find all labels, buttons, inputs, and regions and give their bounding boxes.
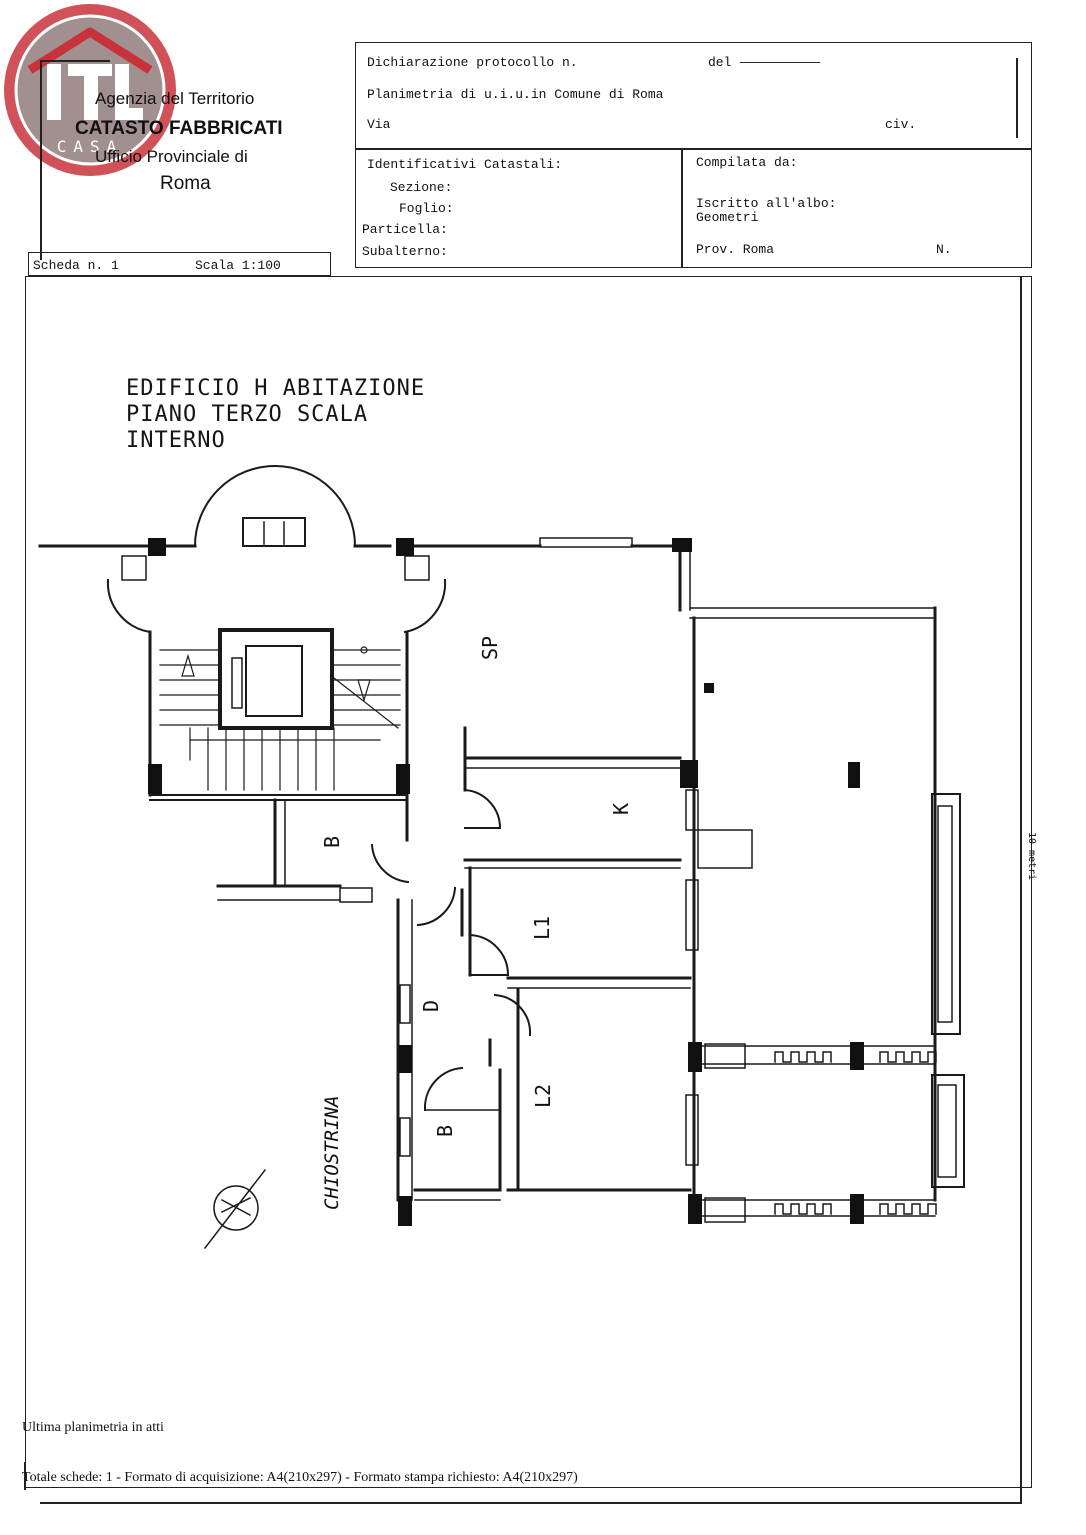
subalterno-label: Subalterno: xyxy=(362,244,448,259)
room-label-l1: L1 xyxy=(530,915,554,940)
planimetria-label: Planimetria di u.i.u.in Comune di Roma xyxy=(367,87,664,102)
room-label-d: D xyxy=(419,999,443,1012)
plan-title-line-1: EDIFICIO H ABITAZIONE xyxy=(126,376,426,401)
del-label: del xyxy=(708,55,732,70)
totale-schede: Totale schede: 1 - Formato di acquisizione: A4(210x297) - Formato stampa richiesto: A4(210x297) xyxy=(22,1470,578,1485)
prov-label: Prov. Roma xyxy=(696,242,775,257)
civ-label: civ. xyxy=(885,117,917,132)
geometri-label: Geometri xyxy=(696,210,759,225)
dichiarazione-label: Dichiarazione protocollo n. xyxy=(367,55,578,70)
logo-subtitle: CASA xyxy=(56,137,124,156)
chiostrina-label: CHIOSTRINA xyxy=(321,1095,343,1210)
particella-label: Particella: xyxy=(362,222,448,237)
compilata-title: Compilata da: xyxy=(696,155,798,170)
ufficio-label: Ufficio Provinciale di xyxy=(95,147,248,166)
sezione-label: Sezione: xyxy=(390,180,453,195)
identificativi-title: Identificativi Catastali: xyxy=(367,157,563,172)
catasto-label: CATASTO FABBRICATI xyxy=(75,118,283,139)
room-label-b2: B xyxy=(433,1124,457,1137)
agency-name: Agenzia del Territorio xyxy=(95,89,255,108)
via-label: Via xyxy=(367,117,391,132)
scheda-label: Scheda n. 1 xyxy=(33,258,119,273)
scala-label: Scala 1:100 xyxy=(195,258,281,273)
room-label-b1: B xyxy=(320,835,344,848)
n-label: N. xyxy=(936,242,952,257)
room-label-l2: L2 xyxy=(531,1083,555,1108)
ultima-planimetria: Ultima planimetria in atti xyxy=(22,1420,164,1435)
room-label-sp: SP xyxy=(478,635,502,660)
plan-title-line-2: PIANO TERZO SCALA xyxy=(126,402,369,427)
room-label-k: K xyxy=(609,802,633,815)
plan-title-line-3: INTERNO xyxy=(126,428,226,453)
city-label: Roma xyxy=(160,173,211,194)
foglio-label: Foglio: xyxy=(399,201,454,216)
scale-note: 10 metri xyxy=(1026,832,1037,881)
iscritto-label: Iscritto all'albo: xyxy=(696,196,837,211)
